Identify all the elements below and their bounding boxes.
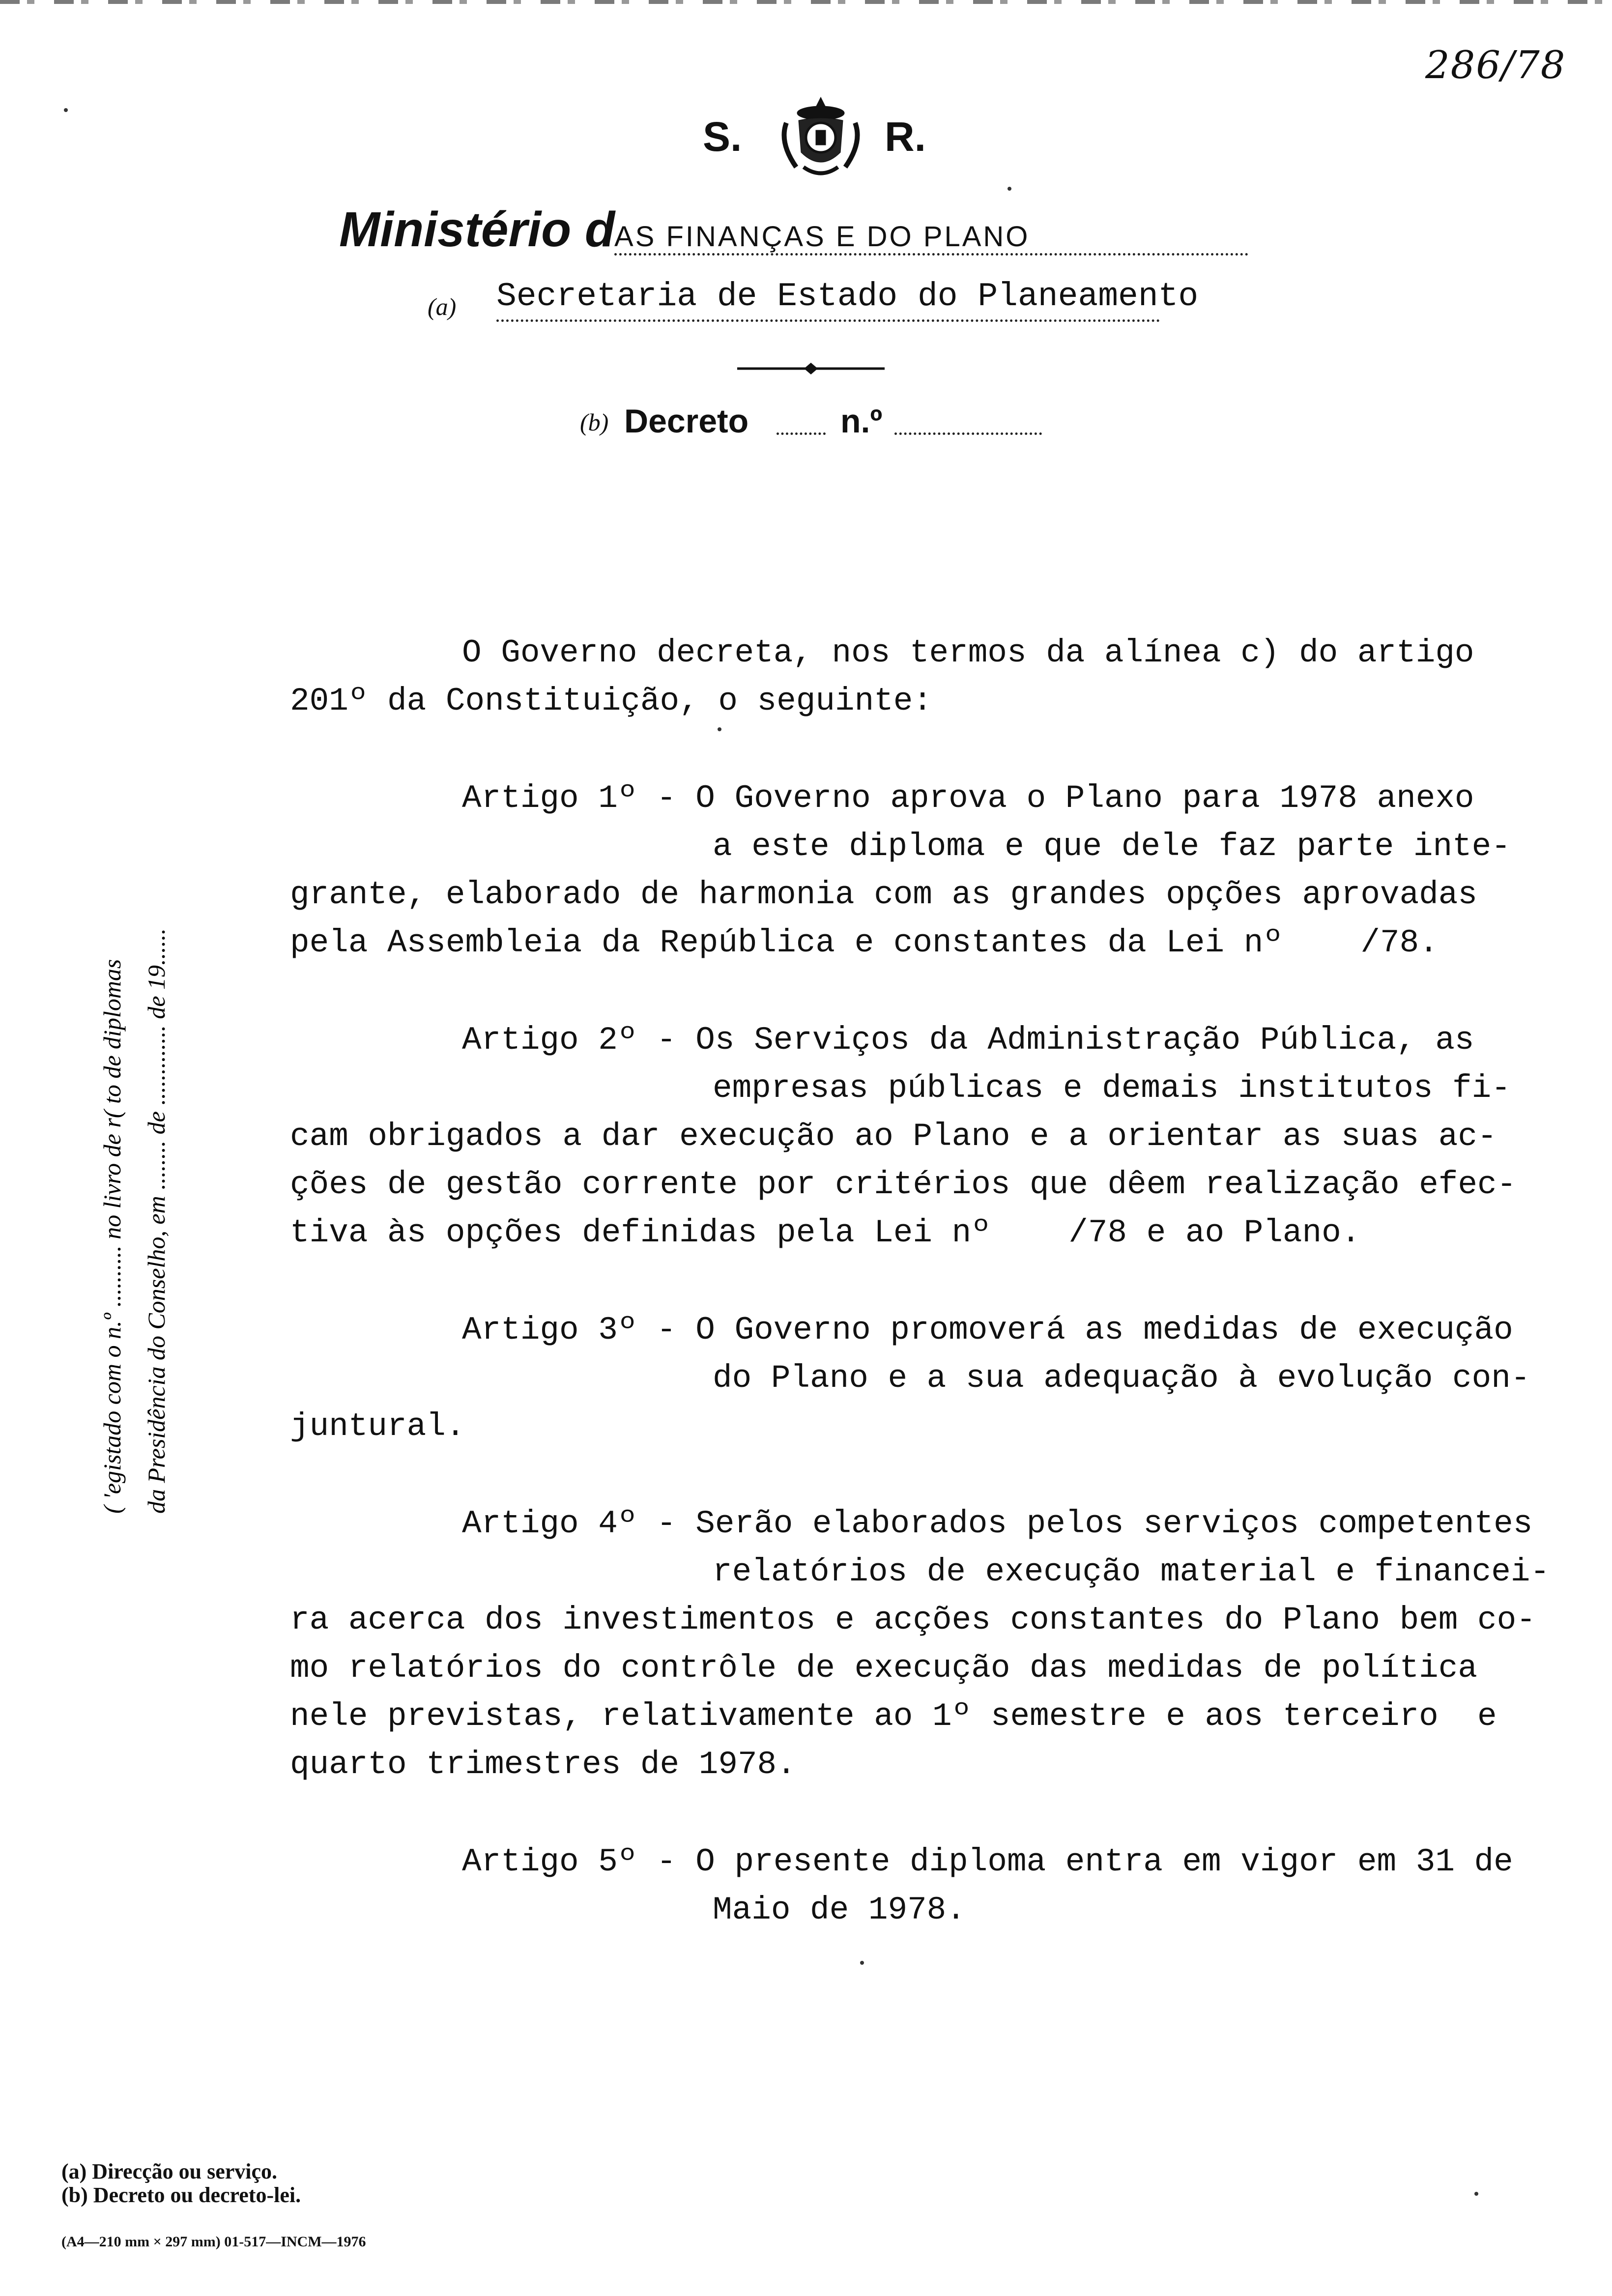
intro-line: O Governo decreta, nos termos da alínea c) do artigo (462, 634, 1474, 671)
coat-of-arms-icon (777, 93, 865, 182)
article-4 (290, 1500, 1563, 1789)
footnote-a: (a) Direcção ou serviço. (61, 2159, 278, 2183)
article-line: grante, elaborado de harmonia com as grandes opções aprovadas (290, 876, 1477, 913)
scan-speck (860, 1961, 864, 1965)
article-2 (290, 1016, 1563, 1257)
article-head: Artigo 1º - O Governo aprova o Plano para 1978 anexo (462, 780, 1474, 817)
article-line: mo relatórios do contrôle de execução das medidas de política (290, 1650, 1477, 1687)
scan-speck (718, 727, 721, 731)
scan-speck (1474, 2192, 1478, 2196)
registration-line-1: ( 'egistado com o n.º .......... no livro de r( to de diplomas (98, 959, 126, 1514)
scan-speck (64, 108, 68, 112)
article-line: nele previstas, relativamente ao 1º semestre e aos terceiro e (290, 1698, 1497, 1735)
article-5 (290, 1838, 1563, 1934)
form-code: (A4—210 mm × 297 mm) 01-517—INCM—1976 (61, 2234, 366, 2250)
ministry-line (339, 201, 1273, 265)
article-continuation: do Plano e a sua adequação à evolução con- (713, 1360, 1530, 1397)
registration-annotation (79, 614, 197, 1514)
article-head: Artigo 2º - Os Serviços da Administração Pública, as (462, 1022, 1474, 1059)
registration-line-2: da Presidência do Conselho, em ........ de ............. de 19...... (143, 928, 170, 1514)
decree-number-blank (894, 432, 1042, 435)
ministry-prefix: Ministério d (339, 202, 615, 257)
decree-label: Decreto (624, 402, 749, 440)
scan-speck (1008, 187, 1011, 191)
divider-ornament (737, 359, 885, 378)
decree-line (580, 402, 1052, 446)
ministry-name: AS FINANÇAS E DO PLANO (614, 220, 1248, 256)
reference-number: 286/78 (1425, 43, 1566, 87)
article-continuation: empresas públicas e demais institutos fi- (713, 1070, 1511, 1107)
decree-body (290, 629, 1563, 1983)
letter-r: R. (885, 114, 926, 160)
article-line: quarto trimestres de 1978. (290, 1746, 796, 1783)
intro-line: 201º da Constituição, o seguinte: (290, 683, 933, 719)
intro-paragraph (290, 629, 1563, 725)
article-line: pela Assembleia da República e constantes da Lei nº /78. (290, 924, 1439, 961)
secretariat-marker: (a) (428, 293, 457, 320)
article-1 (290, 775, 1563, 967)
article-continuation: a este diploma e que dele faz parte inte- (713, 828, 1511, 865)
article-line: juntural. (290, 1408, 465, 1445)
footnotes (61, 2160, 301, 2207)
decree-marker: (b) (580, 408, 609, 436)
article-head: Artigo 4º - Serão elaborados pelos serviços competentes (462, 1505, 1533, 1542)
decree-blank (777, 432, 826, 435)
article-head: Artigo 3º - O Governo promoverá as medidas de execução (462, 1312, 1513, 1349)
secretariat-name: Secretaria de Estado do Planeamento (496, 278, 1160, 322)
article-continuation: relatórios de execução material e financei- (713, 1553, 1550, 1590)
scan-edge (0, 0, 1612, 4)
article-line: ções de gestão corrente por critérios que dêem realização efec- (290, 1166, 1517, 1203)
article-continuation: Maio de 1978. (713, 1892, 966, 1928)
article-line: cam obrigados a dar execução ao Plano e a orientar as suas ac- (290, 1118, 1497, 1155)
decree-number-label: n.º (840, 402, 883, 440)
letterhead (688, 93, 963, 192)
article-line: ra acerca dos investimentos e acções constantes do Plano bem co- (290, 1602, 1536, 1638)
letter-s: S. (703, 114, 742, 160)
article-line: tiva às opções definidas pela Lei nº /78 e ao Plano. (290, 1214, 1361, 1251)
footnote-b: (b) Decreto ou decreto-lei. (61, 2183, 301, 2207)
article-head: Artigo 5º - O presente diploma entra em vigor em 31 de (462, 1843, 1513, 1880)
article-3 (290, 1306, 1563, 1451)
